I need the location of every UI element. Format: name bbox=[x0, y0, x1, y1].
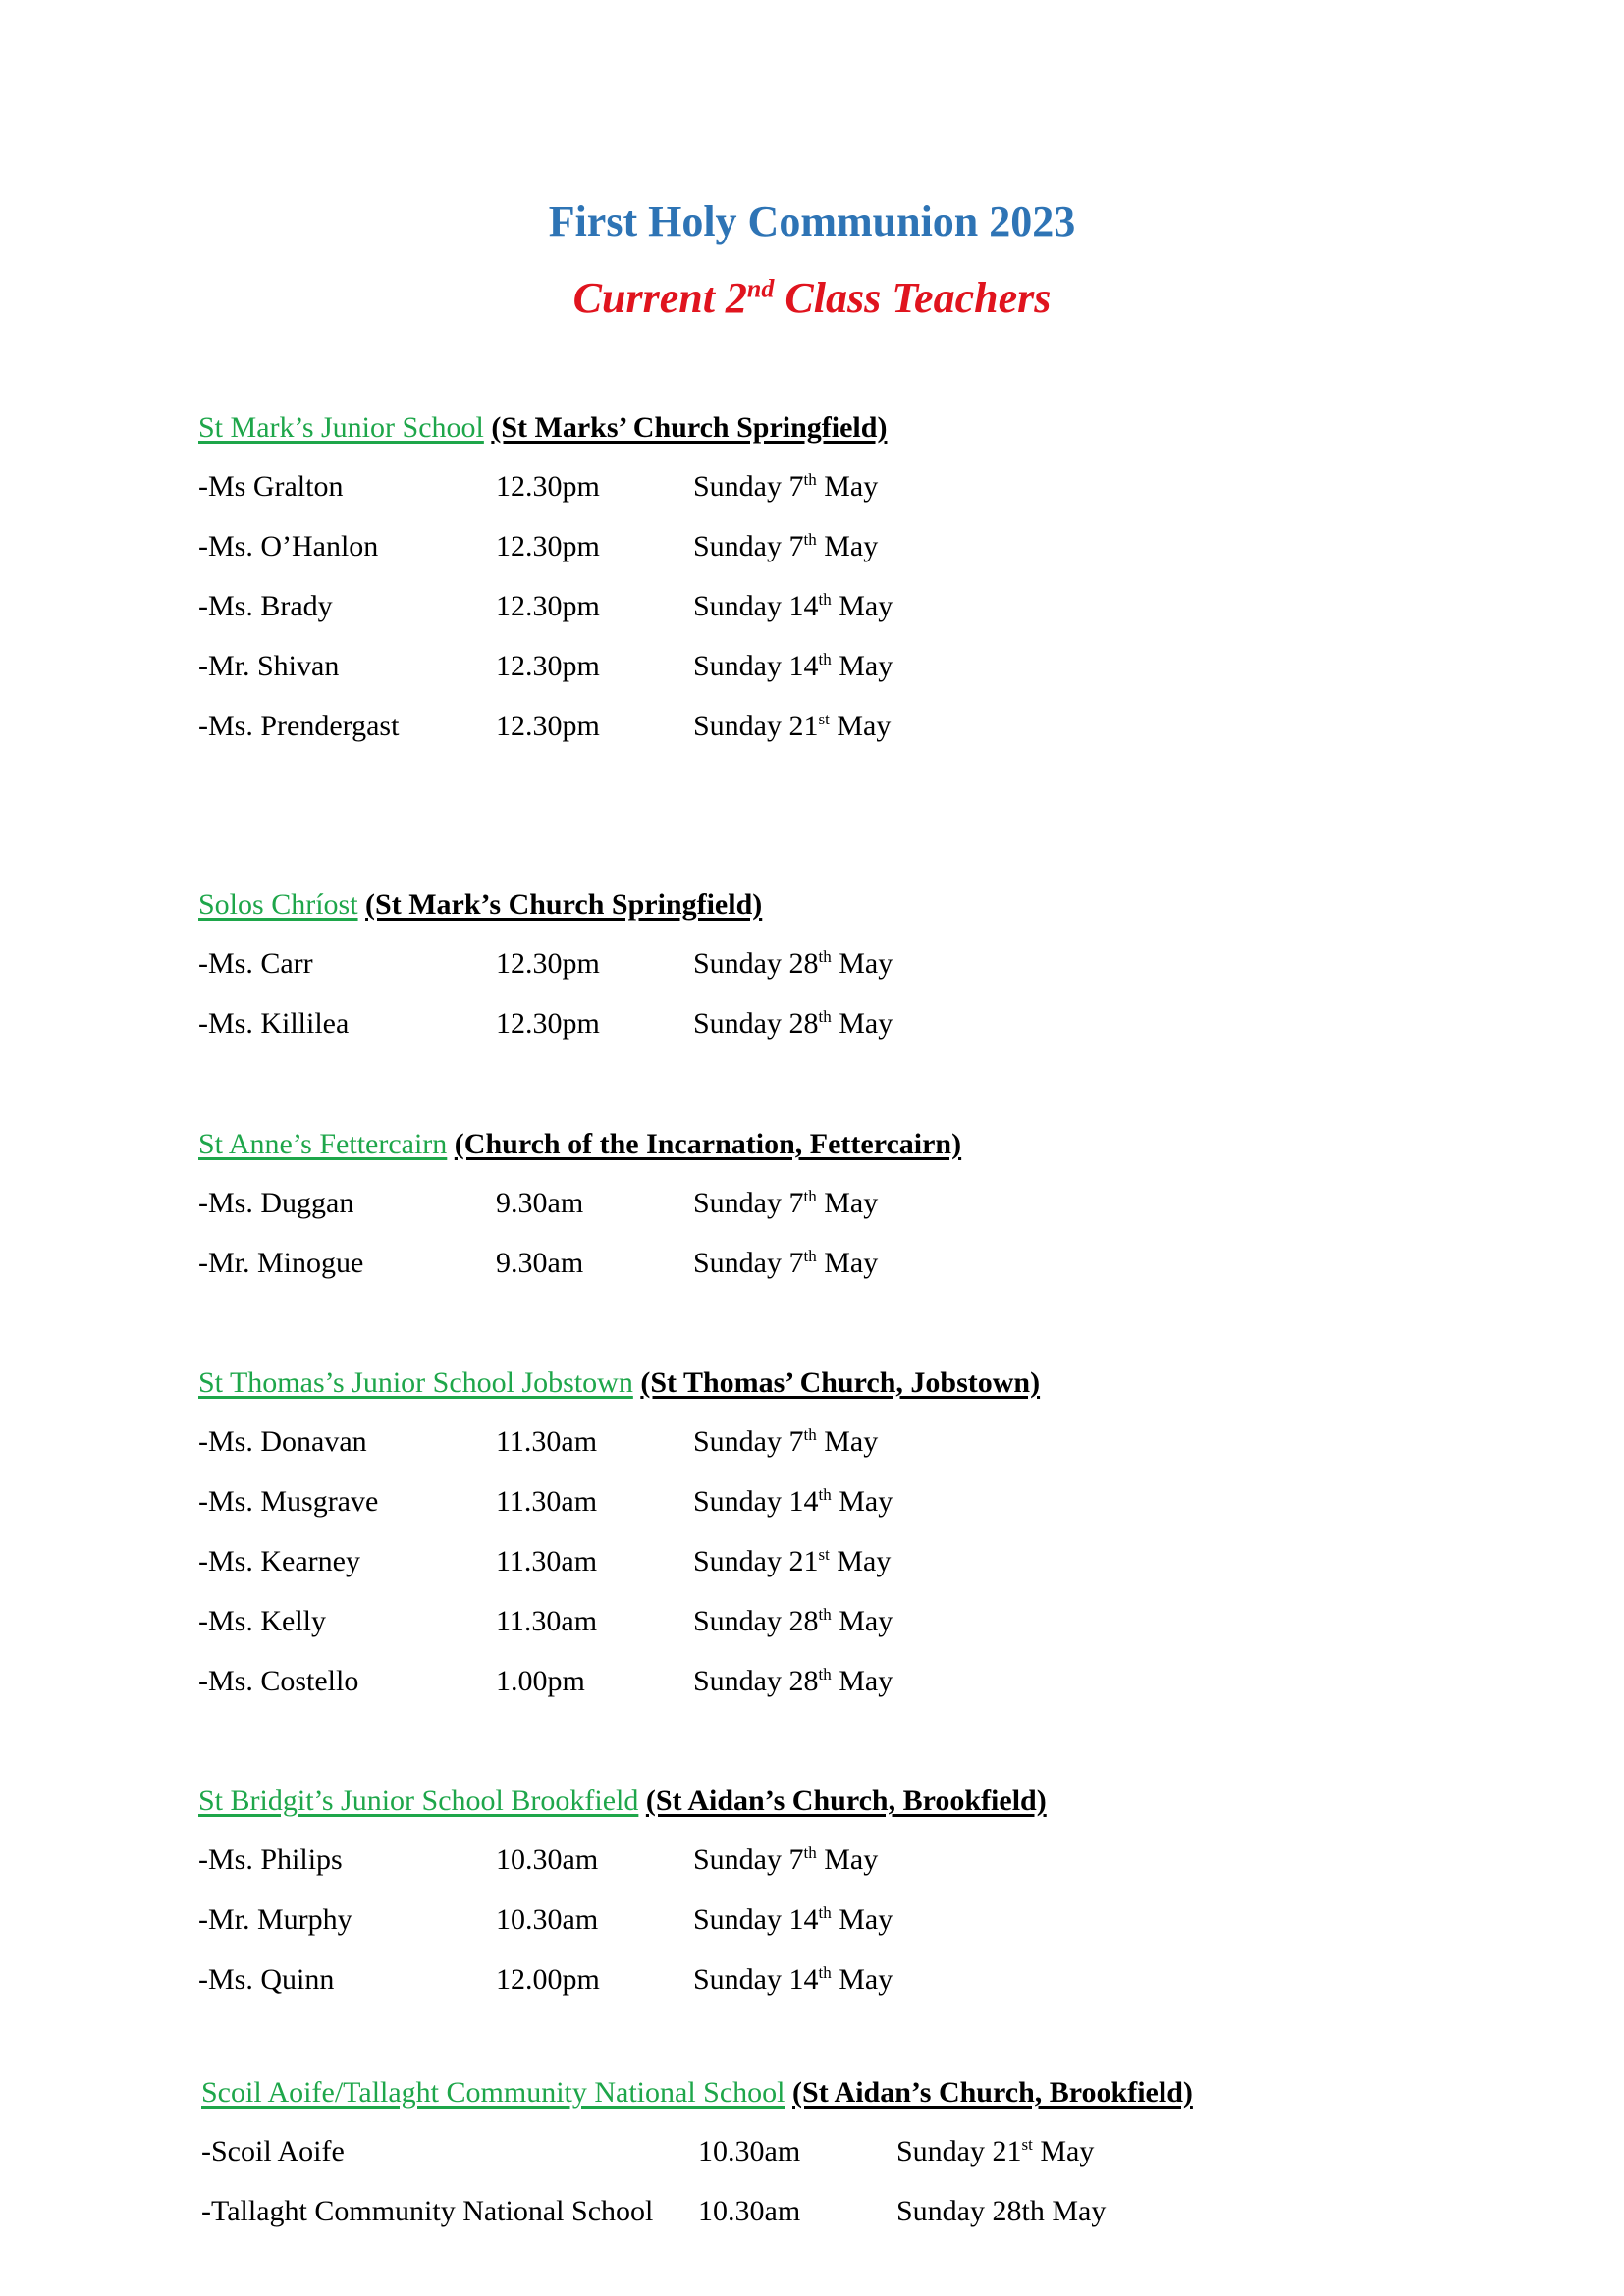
church-name: (St Mark’s Church Springfield) bbox=[365, 888, 763, 921]
date: Sunday 28th May bbox=[896, 2195, 1107, 2227]
church-name: (St Thomas’ Church, Jobstown) bbox=[640, 1366, 1041, 1399]
time: 11.30am bbox=[496, 1425, 598, 1458]
time: 11.30am bbox=[496, 1545, 598, 1577]
date: Sunday 7th May bbox=[693, 470, 879, 503]
teacher-name: -Ms. Prendergast bbox=[198, 710, 400, 742]
section-heading bbox=[198, 408, 887, 448]
teacher-name: -Ms. Quinn bbox=[198, 1963, 335, 1996]
teacher-name: -Ms. Killilea bbox=[198, 1007, 350, 1040]
schedule-row bbox=[198, 1841, 1047, 1900]
date: Sunday 7th May bbox=[693, 1247, 879, 1279]
school-entry-name: -Tallaght Community National School bbox=[201, 2195, 654, 2227]
teacher-name: -Ms Gralton bbox=[198, 470, 344, 503]
section-heading bbox=[198, 1125, 961, 1164]
school-name: St Anne’s Fettercairn bbox=[198, 1128, 448, 1160]
teacher-name: -Ms. Donavan bbox=[198, 1425, 367, 1458]
schedule-row bbox=[198, 1244, 961, 1304]
church-name: (St Aidan’s Church, Brookfield) bbox=[645, 1785, 1047, 1817]
schedule-row bbox=[198, 647, 893, 707]
teacher-name: -Mr. Minogue bbox=[198, 1247, 364, 1279]
section-st-annes bbox=[198, 1125, 961, 1304]
date: Sunday 14th May bbox=[693, 1963, 893, 1996]
page-title: First Holy Communion 2023 bbox=[548, 197, 1076, 245]
teacher-name: -Mr. Murphy bbox=[198, 1903, 352, 1936]
teacher-name: -Ms. Carr bbox=[198, 947, 313, 980]
section-st-marks bbox=[198, 408, 893, 767]
time: 11.30am bbox=[496, 1605, 598, 1637]
date: Sunday 14th May bbox=[693, 650, 893, 682]
teacher-name: -Ms. Philips bbox=[198, 1843, 343, 1876]
section-heading bbox=[198, 1363, 1040, 1403]
time: 10.30am bbox=[698, 2135, 801, 2167]
schedule-row bbox=[198, 1900, 1047, 1960]
school-name: St Bridgit’s Junior School Brookfield bbox=[198, 1785, 639, 1817]
subtitle-ordinal: nd bbox=[746, 274, 775, 303]
time: 11.30am bbox=[496, 1485, 598, 1518]
date: Sunday 28th May bbox=[693, 1605, 893, 1637]
time: 12.30pm bbox=[496, 947, 600, 980]
schedule-row bbox=[198, 1004, 893, 1064]
schedule-row bbox=[198, 467, 887, 527]
teacher-name: -Ms. Kelly bbox=[198, 1605, 326, 1637]
time: 12.30pm bbox=[496, 650, 600, 682]
date: Sunday 7th May bbox=[693, 530, 879, 562]
section-solos-chriost bbox=[198, 885, 893, 1064]
schedule-row bbox=[198, 1482, 1040, 1542]
school-name: Solos Chríost bbox=[198, 888, 358, 921]
time: 12.30pm bbox=[496, 590, 600, 622]
school-entry-name: -Scoil Aoife bbox=[201, 2135, 345, 2167]
date: Sunday 14th May bbox=[693, 1903, 893, 1936]
schedule-row bbox=[198, 944, 893, 1004]
schedule-row bbox=[201, 2192, 1193, 2252]
teacher-name: -Ms. Duggan bbox=[198, 1187, 354, 1219]
section-scoil-aoife bbox=[201, 2073, 1193, 2252]
church-name: (St Marks’ Church Springfield) bbox=[491, 411, 888, 444]
date: Sunday 28th May bbox=[693, 1665, 893, 1697]
church-name: (St Aidan’s Church, Brookfield) bbox=[792, 2076, 1193, 2109]
school-name: St Thomas’s Junior School Jobstown bbox=[198, 1366, 633, 1399]
teacher-name: -Ms. Musgrave bbox=[198, 1485, 379, 1518]
schedule-row bbox=[198, 1542, 1040, 1602]
subtitle-prefix: Current 2 bbox=[572, 274, 747, 322]
time: 9.30am bbox=[496, 1247, 584, 1279]
section-heading bbox=[198, 1782, 1047, 1821]
date: Sunday 14th May bbox=[693, 1485, 893, 1518]
date: Sunday 7th May bbox=[693, 1425, 879, 1458]
schedule-row bbox=[198, 1602, 1040, 1662]
date: Sunday 21st May bbox=[693, 1545, 892, 1577]
section-st-thomas bbox=[198, 1363, 1040, 1722]
date: Sunday 28th May bbox=[693, 947, 893, 980]
teacher-name: -Ms. O’Hanlon bbox=[198, 530, 379, 562]
school-name: St Mark’s Junior School bbox=[198, 411, 484, 444]
time: 9.30am bbox=[496, 1187, 584, 1219]
date: Sunday 21st May bbox=[896, 2135, 1095, 2167]
section-st-bridgits bbox=[198, 1782, 1047, 2020]
schedule-row bbox=[198, 1184, 961, 1244]
school-name: Scoil Aoife/Tallaght Community National School bbox=[201, 2076, 785, 2109]
time: 10.30am bbox=[496, 1843, 599, 1876]
schedule-row bbox=[198, 527, 887, 587]
teacher-name: -Ms. Costello bbox=[198, 1665, 359, 1697]
schedule-row bbox=[198, 1662, 1040, 1722]
section-heading bbox=[198, 885, 762, 925]
teacher-name: -Mr. Shivan bbox=[198, 650, 340, 682]
schedule-row bbox=[198, 707, 892, 767]
time: 10.30am bbox=[496, 1903, 599, 1936]
date: Sunday 14th May bbox=[693, 590, 893, 622]
time: 12.30pm bbox=[496, 530, 600, 562]
time: 1.00pm bbox=[496, 1665, 585, 1697]
page-subtitle bbox=[0, 273, 1624, 323]
teacher-name: -Ms. Brady bbox=[198, 590, 333, 622]
schedule-row bbox=[198, 1960, 1047, 2020]
section-heading bbox=[201, 2073, 1193, 2112]
teacher-name: -Ms. Kearney bbox=[198, 1545, 360, 1577]
church-name: (Church of the Incarnation, Fettercairn) bbox=[454, 1128, 962, 1160]
date: Sunday 7th May bbox=[693, 1843, 879, 1876]
time: 12.30pm bbox=[496, 710, 600, 742]
date: Sunday 7th May bbox=[693, 1187, 879, 1219]
time: 10.30am bbox=[698, 2195, 801, 2227]
time: 12.30pm bbox=[496, 470, 600, 503]
schedule-row bbox=[201, 2132, 1193, 2192]
date: Sunday 28th May bbox=[693, 1007, 893, 1040]
subtitle-suffix: Class Teachers bbox=[774, 274, 1052, 322]
time: 12.00pm bbox=[496, 1963, 600, 1996]
schedule-row bbox=[198, 1422, 1040, 1482]
date: Sunday 21st May bbox=[693, 710, 892, 742]
schedule-row bbox=[198, 587, 893, 647]
time: 12.30pm bbox=[496, 1007, 600, 1040]
